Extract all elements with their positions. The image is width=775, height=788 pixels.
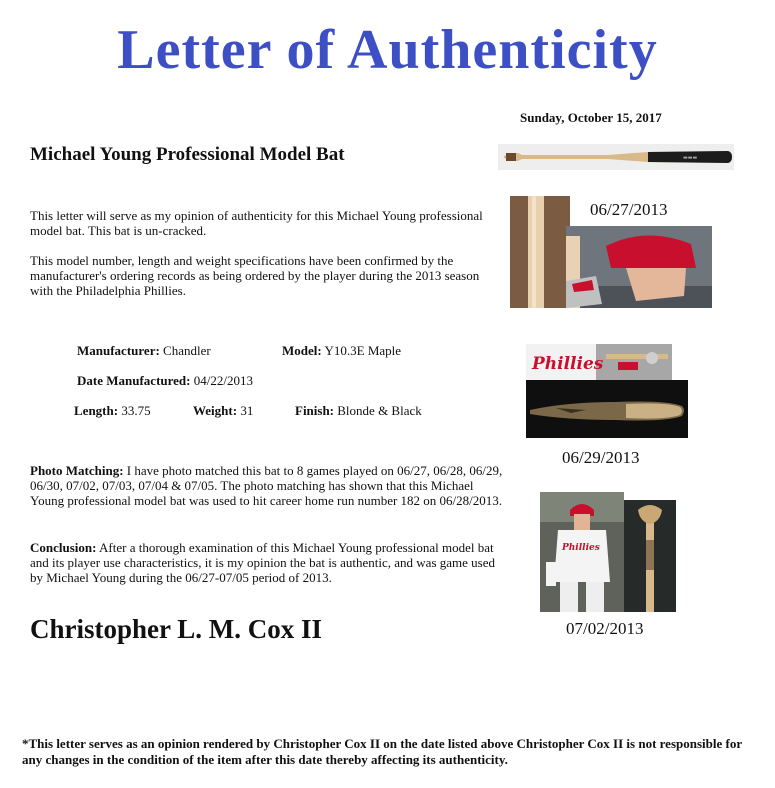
bat-knob-photo [624,500,676,612]
spec-manufacturer [77,343,211,359]
page-title: Letter of Authenticity [117,19,658,81]
bat-closeup-photo-1 [510,196,570,308]
player-swing-photo [526,344,672,380]
svg-text:▬▬▬: ▬▬▬ [683,155,698,161]
bat-barrel-photo [526,380,688,438]
item-title: Michael Young Professional Model Bat [30,144,345,165]
photo-matching-label: Photo Matching: [30,463,124,478]
date-manufactured-label: Date Manufactured: [77,373,191,388]
jersey-lettering: Phillies [532,354,604,374]
disclaimer-footer: *This letter serves as an opinion rendered by Christopher Cox II on the date listed above Christopher Cox II is not responsible for any changes in the condition of the item after this date thereby affecting its authenticity. [22,736,742,767]
conclusion-paragraph [30,540,510,585]
intro-paragraph-1: This letter will serve as my opinion of authenticity for this Michael Young professional model bat. This bat is un-cracked. [30,208,483,238]
length-value: 33.75 [121,403,151,418]
jersey-lettering-2: Phillies [562,543,600,553]
manufacturer-value: Chandler [163,343,211,358]
signature-name: Christopher L. M. Cox II [30,614,323,644]
intro-paragraph-2: This model number, length and weight specifications have been confirmed by the manufacturer's ordering records as being ordered by the player during the 2013 season with the Philadelphia Phillies. [30,253,480,298]
photo-date-2: 06/29/2013 [562,448,640,467]
finish-value: Blonde & Black [337,403,422,418]
letter-date: Sunday, October 15, 2017 [520,110,662,125]
photo-matching-paragraph [30,463,510,508]
spec-finish [295,403,422,419]
conclusion-text: After a thorough examination of this Michael Young professional model bat and its player use characteristics, it is my opinion the bat is authentic, and was game used by Michael Young during the 06/27-07/05 period of 2013. [30,540,495,585]
weight-value: 31 [240,403,254,418]
conclusion-label: Conclusion: [30,540,97,555]
photo-matching-text: I have photo matched this bat to 8 games played on 06/27, 06/28, 06/29, 06/30, 07/02, 07/03, 07/04 & 07/05. The photo matching has shown that this Michael Young professional model bat was used to hit career home run number 182 on 06/28/2013. [30,463,503,508]
spec-weight [193,403,253,419]
spec-length [74,403,151,419]
bat-photo [498,144,734,170]
spec-model [282,343,401,359]
length-label: Length: [74,403,119,418]
model-value: Y10.3E Maple [324,343,402,358]
spec-date-manufactured [77,373,253,389]
player-standing-photo [540,492,624,612]
photo-date-3: 07/02/2013 [566,619,644,638]
date-manufactured-value: 04/22/2013 [193,373,253,388]
finish-label: Finish: [295,403,335,418]
photo-date-1: 06/27/2013 [590,200,668,219]
player-helmet-photo [566,226,712,308]
weight-label: Weight: [193,403,238,418]
model-label: Model: [282,343,322,358]
manufacturer-label: Manufacturer: [77,343,160,358]
